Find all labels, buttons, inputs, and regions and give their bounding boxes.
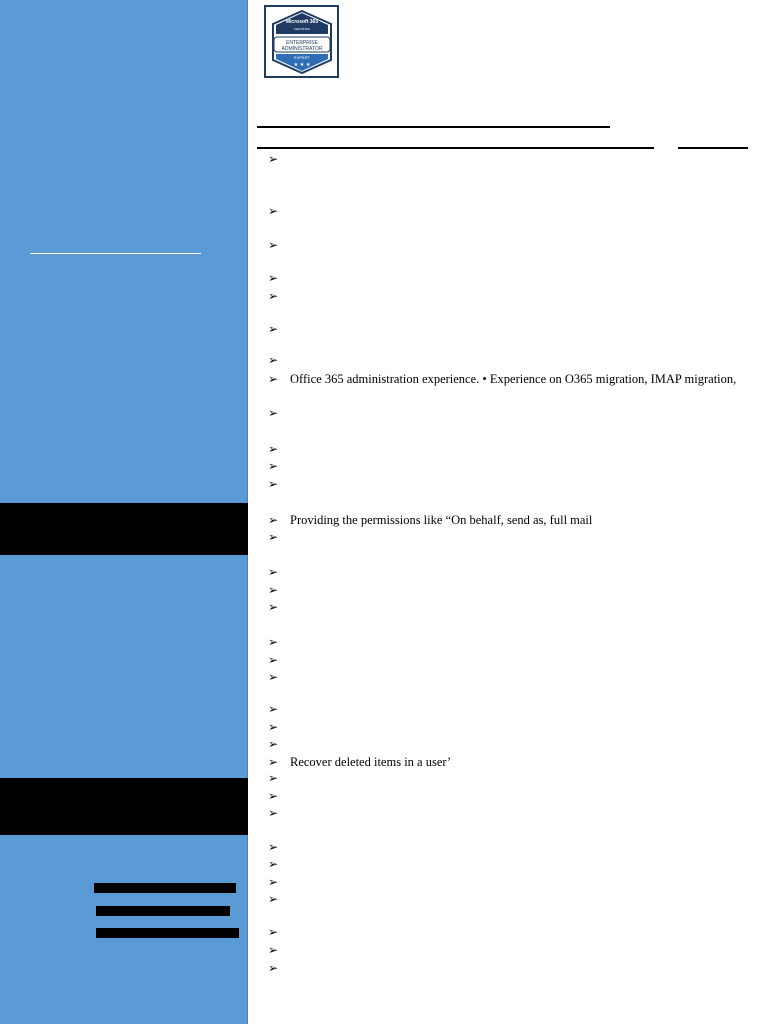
list-item [268, 457, 290, 475]
list-item [268, 440, 290, 458]
arrow-bullet-icon: ➢ [268, 875, 279, 889]
list-item [268, 735, 290, 753]
arrow-bullet-icon: ➢ [268, 204, 279, 218]
arrow-bullet-icon: ➢ [268, 583, 279, 597]
bullet-text: Providing the permissions like “On behalf, send as, full mail [290, 513, 593, 527]
badge-brand-text: Microsoft 365 [285, 19, 319, 25]
arrow-bullet-icon: ➢ [268, 925, 279, 939]
list-item [268, 651, 290, 669]
list-item [268, 787, 290, 805]
list-item [268, 753, 451, 771]
badge-title-line2: ADMINISTRATOR [281, 46, 323, 52]
arrow-bullet-icon: ➢ [268, 353, 279, 367]
list-item [268, 404, 290, 422]
arrow-bullet-icon: ➢ [268, 600, 279, 614]
arrow-bullet-icon: ➢ [268, 789, 279, 803]
arrow-bullet-icon: ➢ [268, 806, 279, 820]
arrow-bullet-icon: ➢ [268, 513, 279, 527]
list-item [268, 563, 290, 581]
arrow-bullet-icon: ➢ [268, 892, 279, 906]
arrow-bullet-icon: ➢ [268, 152, 279, 166]
badge-stars-icon: ★ ★ ★ [293, 62, 311, 68]
arrow-bullet-icon: ➢ [268, 271, 279, 285]
badge-certified-text: CERTIFIED [294, 27, 310, 31]
list-item [268, 320, 290, 338]
arrow-bullet-icon: ➢ [268, 702, 279, 716]
arrow-bullet-icon: ➢ [268, 840, 279, 854]
badge-level-text: EXPERT [294, 55, 310, 60]
arrow-bullet-icon: ➢ [268, 372, 279, 386]
arrow-bullet-icon: ➢ [268, 737, 279, 751]
list-item [268, 633, 290, 651]
list-item [268, 236, 290, 254]
arrow-bullet-icon: ➢ [268, 771, 279, 785]
list-item [268, 959, 290, 977]
arrow-bullet-icon: ➢ [268, 857, 279, 871]
list-item [268, 598, 290, 616]
arrow-bullet-icon: ➢ [268, 943, 279, 957]
arrow-bullet-icon: ➢ [268, 459, 279, 473]
list-item [268, 890, 290, 908]
arrow-bullet-icon: ➢ [268, 755, 279, 769]
arrow-bullet-icon: ➢ [268, 406, 279, 420]
arrow-bullet-icon: ➢ [268, 530, 279, 544]
list-item [268, 668, 290, 686]
arrow-bullet-icon: ➢ [268, 442, 279, 456]
list-item [268, 855, 290, 873]
list-item [268, 838, 290, 856]
list-item [268, 351, 290, 369]
arrow-bullet-icon: ➢ [268, 565, 279, 579]
bullet-text: Recover deleted items in a user’ [290, 755, 452, 769]
list-item [268, 581, 290, 599]
list-item [268, 923, 290, 941]
list-item [268, 475, 290, 493]
list-item [268, 269, 290, 287]
badge-title-line1: ENTERPRISE [286, 40, 318, 46]
list-item [268, 202, 290, 220]
arrow-bullet-icon: ➢ [268, 289, 279, 303]
list-item [268, 700, 290, 718]
arrow-bullet-icon: ➢ [268, 670, 279, 684]
arrow-bullet-icon: ➢ [268, 238, 279, 252]
list-item [268, 941, 290, 959]
arrow-bullet-icon: ➢ [268, 720, 279, 734]
list-item [268, 528, 290, 546]
arrow-bullet-icon: ➢ [268, 322, 279, 336]
arrow-bullet-icon: ➢ [268, 477, 279, 491]
list-item [268, 511, 592, 529]
arrow-bullet-icon: ➢ [268, 961, 279, 975]
list-item [268, 370, 736, 388]
list-item [268, 804, 290, 822]
arrow-bullet-icon: ➢ [268, 635, 279, 649]
list-item [268, 718, 290, 736]
list-item [268, 150, 290, 168]
arrow-bullet-icon: ➢ [268, 653, 279, 667]
list-item [268, 769, 290, 787]
list-item [268, 873, 290, 891]
list-item [268, 287, 290, 305]
bullet-text: Office 365 administration experience. • Experience on O365 migration, IMAP migration, [290, 372, 737, 386]
